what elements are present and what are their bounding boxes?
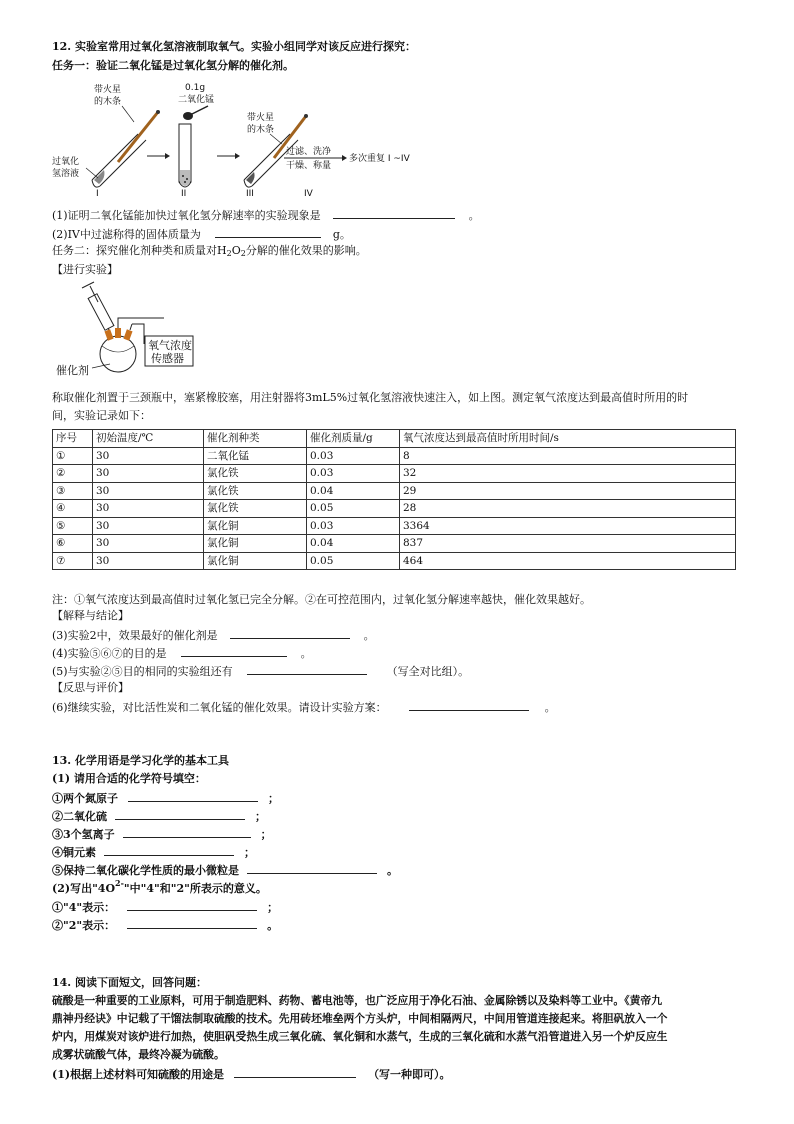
step-label-4: IV (304, 189, 313, 199)
table-cell: ⑤ (53, 517, 93, 535)
table-cell: ② (53, 465, 93, 483)
tube-1 (92, 110, 160, 187)
splint-1 (118, 112, 158, 162)
table-row (53, 500, 736, 518)
table-cell: 30 (93, 500, 204, 518)
conclusion-header: 【解释与结论】 (52, 609, 129, 622)
table-cell: 32 (400, 465, 736, 483)
q14-sub1: (1)根据上述材料可知硫酸的用途是 （写一种即可）。 (52, 1068, 451, 1081)
q14-title: 14. 阅读下面短文，回答问题： (52, 976, 207, 989)
q13-item1: ①两个氮原子 ； (52, 792, 279, 805)
table-cell: 29 (400, 482, 736, 500)
procedure-line-1: 称取催化剂置于三颈瓶中，塞紧橡胶塞，用注射器将3mL5%过氧化氢溶液快速注入，如上图。测定氧气浓度达到最高值时所用的时 (52, 391, 689, 404)
reflect-header: 【反思与评价】 (52, 681, 129, 694)
q12-sub3: (3)实验2中，效果最好的催化剂是 。 (52, 629, 375, 642)
answer-blank-1[interactable] (333, 207, 455, 219)
table-cell: 0.05 (307, 552, 400, 570)
table-cell: 氯化铁 (204, 482, 307, 500)
table-cell: 氯化铜 (204, 517, 307, 535)
answer-blank-6[interactable] (409, 699, 529, 711)
q12-sub2: (2)IV中过滤称得的固体质量为 g。 (52, 228, 351, 241)
q13-part2: (2)写出"$4O^{2-}$"中"4"和"2"所表示的意义。 (52, 878, 267, 895)
mno2-label: 二氧化锰 (178, 95, 215, 105)
q13-title: 13. 化学用语是学习化学的基本工具 (52, 754, 229, 767)
table-cell: 30 (93, 517, 204, 535)
table-cell: 氯化铜 (204, 552, 307, 570)
table-cell: ① (53, 447, 93, 465)
table-cell: 30 (93, 465, 204, 483)
q13-meaning1: ①"4"表示： ； (52, 901, 279, 914)
splint-label-1b: 的木条 (94, 97, 122, 107)
q13-part1: (1) 请用合适的化学符号填空： (52, 772, 206, 785)
mass-label: 0.1g (185, 83, 206, 93)
sensor-label-b: 传感器 (151, 352, 184, 365)
table-cell: ⑦ (53, 552, 93, 570)
answer-blank-13-5[interactable] (247, 862, 377, 874)
splint-label-2a: 带火星 (247, 113, 275, 123)
splint-label-1a: 带火星 (94, 85, 122, 95)
table-cell: 464 (400, 552, 736, 570)
table-cell: ④ (53, 500, 93, 518)
step-label-2: II (181, 189, 187, 199)
syringe (82, 282, 114, 336)
answer-blank-3[interactable] (230, 627, 350, 639)
table-cell: ③ (53, 482, 93, 500)
catalyst-experiment-figure (52, 82, 452, 200)
table-cell: 0.04 (307, 482, 400, 500)
tube-2 (179, 106, 208, 187)
table-header: 催化剂种类 (204, 430, 307, 448)
answer-blank-13-6[interactable] (127, 899, 257, 911)
experiment-table (52, 429, 736, 570)
table-cell: 0.03 (307, 517, 400, 535)
table-cell: 28 (400, 500, 736, 518)
sensor-label-a: 氧气浓度 (148, 339, 192, 352)
table-cell: ⑥ (53, 535, 93, 553)
q13-item5: ⑤保持二氧化碳化学性质的最小微粒是 。 (52, 864, 398, 877)
table-cell: 0.03 (307, 465, 400, 483)
q14-para-line-1: 硫酸是一种重要的工业原料，可用于制造肥料、药物、蓄电池等，也广泛应用于净化石油、金属除锈以及染料等工业中。《黄帝九 (52, 994, 663, 1007)
answer-blank-13-1[interactable] (128, 790, 258, 802)
splint-label-2b: 的木条 (247, 125, 275, 135)
table-cell: 氯化铁 (204, 500, 307, 518)
table-header: 序号 (53, 430, 93, 448)
table-cell: 二氧化锰 (204, 447, 307, 465)
table-header: 氧气浓度达到最高值时所用时间/s (400, 430, 736, 448)
table-cell: 氯化铁 (204, 465, 307, 483)
answer-blank-13-3[interactable] (123, 826, 251, 838)
procedure-line-2: 间，实验记录如下： (52, 409, 151, 422)
q12-sub1: (1)证明二氧化锰能加快过氧化氢分解速率的实验现象是 。 (52, 209, 480, 222)
q12-title: 12. 实验室常用过氧化氢溶液制取氧气。实验小组同学对该反应进行探究： (52, 40, 416, 53)
q12-sub4: (4)实验⑤⑥⑦的目的是 。 (52, 647, 312, 660)
answer-blank-2[interactable] (215, 226, 321, 238)
table-row (53, 465, 736, 483)
table-cell: 0.03 (307, 447, 400, 465)
three-neck-flask (100, 336, 136, 372)
q14-para-line-2: 鼎神丹经诀》中记载了干馏法制取硫酸的技术。先用砖坯堆垒两个方头炉，中间相隔两尺，中间用管道连接起来。将胆矾放入一个 (52, 1012, 668, 1025)
q14-para-line-4: 成雾状硫酸气体，最终冷凝为硫酸。 (52, 1048, 225, 1061)
q12-task1: 任务一：验证二氧化锰是过氧化氢分解的催化剂。 (52, 59, 294, 72)
flask-sensor-figure (52, 280, 212, 376)
answer-blank-5[interactable] (247, 663, 367, 675)
answer-blank-13-4[interactable] (104, 844, 234, 856)
q13-meaning2: ②"2"表示： 。 (52, 919, 279, 932)
table-header: 催化剂质量/g (307, 430, 400, 448)
table-cell: 0.04 (307, 535, 400, 553)
step-label-3: III (246, 189, 254, 199)
q13-item2: ②二氧化硫 ； (52, 810, 266, 823)
repeat-label: 多次重复 I ~IV (349, 154, 410, 164)
table-cell: 3364 (400, 517, 736, 535)
table-cell: 30 (93, 447, 204, 465)
table-cell: 30 (93, 552, 204, 570)
table-row (53, 447, 736, 465)
catalyst-label: 催化剂 (56, 364, 89, 376)
answer-blank-14-1[interactable] (234, 1066, 356, 1078)
table-cell: 30 (93, 482, 204, 500)
q14-para-line-3: 炉内，用煤炭对该炉进行加热，使胆矾受热生成三氧化硫、氧化铜和水蒸气，生成的三氧化硫和水蒸气沿管道进入另一个炉反应生 (52, 1030, 668, 1043)
table-row (53, 535, 736, 553)
q12-sub5: (5)与实验②⑤目的相同的实验组还有 （写全对比组）。 (52, 665, 470, 678)
filter-label-2: 干燥、称量 (286, 161, 332, 171)
answer-blank-13-7[interactable] (127, 917, 257, 929)
answer-blank-13-2[interactable] (115, 808, 245, 820)
table-cell: 837 (400, 535, 736, 553)
table-row (53, 482, 736, 500)
h2o2-label-b: 氢溶液 (52, 169, 80, 179)
q12-sub6: (6)继续实验，对比活性炭和二氧化锰的催化效果。请设计实验方案： 。 (52, 701, 556, 714)
table-header: 初始温度/℃ (93, 430, 204, 448)
q12-task2: 任务二：探究催化剂种类和质量对H2O2分解的催化效果的影响。 (52, 244, 367, 258)
q13-item3: ③3个氢离子 ； (52, 828, 272, 841)
table-cell: 氯化铜 (204, 535, 307, 553)
table-cell: 0.05 (307, 500, 400, 518)
table-cell: 8 (400, 447, 736, 465)
table-header-row (53, 430, 736, 448)
table-cell: 30 (93, 535, 204, 553)
q13-item4: ④铜元素 ； (52, 846, 255, 859)
table-note: 注：①氧气浓度达到最高值时过氧化氢已完全分解。②在可控范围内，过氧化氢分解速率越快，催化效果越好。 (52, 593, 591, 606)
table-row (53, 517, 736, 535)
table-row (53, 552, 736, 570)
step-label-1: I (96, 189, 99, 199)
h2o2-label-a: 过氧化 (52, 157, 80, 167)
exp-header: 【进行实验】 (52, 263, 118, 276)
filter-label-1: 过滤、洗净 (286, 147, 332, 157)
answer-blank-4[interactable] (181, 645, 287, 657)
